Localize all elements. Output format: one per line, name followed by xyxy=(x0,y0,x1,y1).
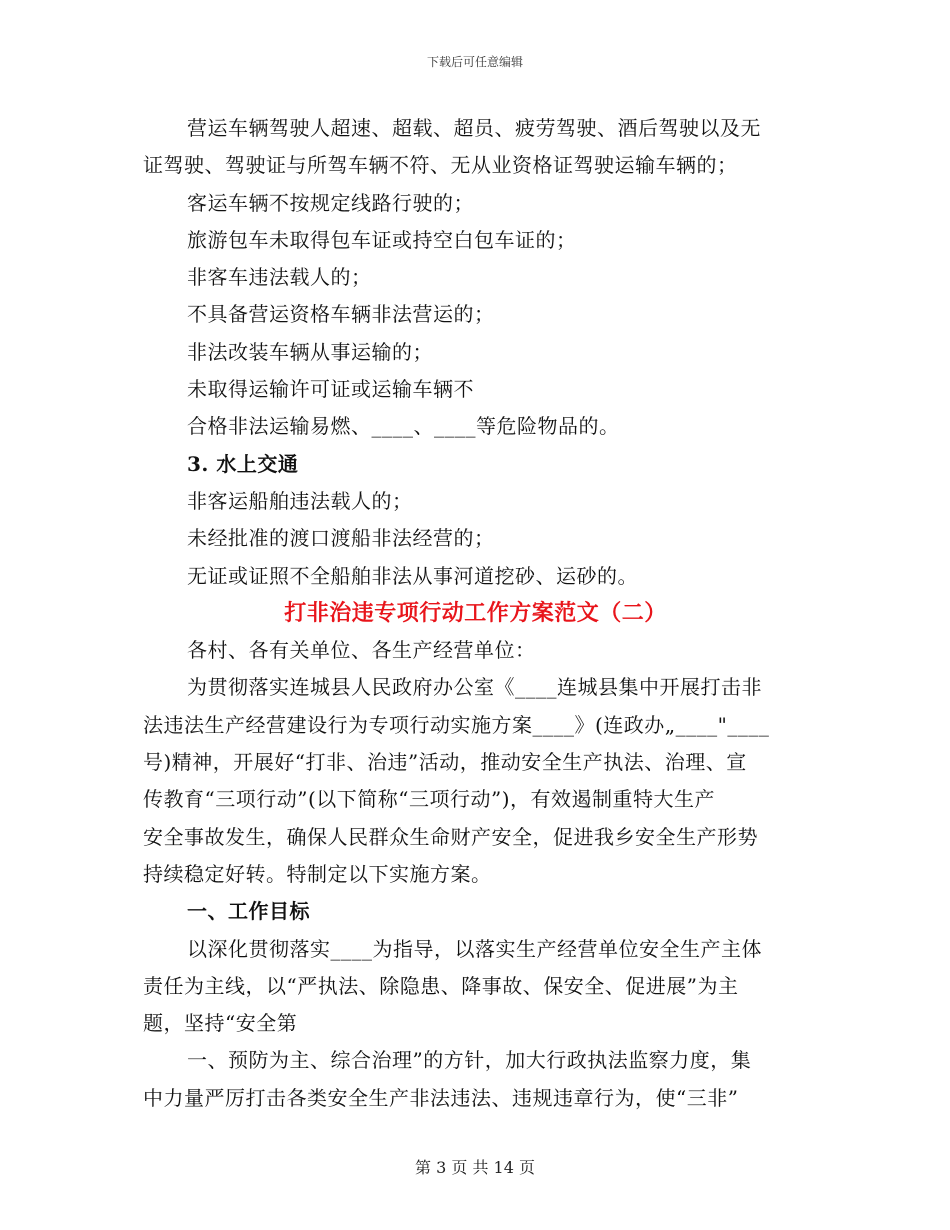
paragraph-line: 一、预防为主、综合治理”的方针，加大行政执法监察力度，集 xyxy=(187,1048,752,1073)
paragraph-line: 非客运船舶违法载人的； xyxy=(187,488,413,513)
paragraph-line: 不具备营运资格车辆非法营运的； xyxy=(187,302,495,327)
paragraph-line: 客运车辆不按规定线路行驶的； xyxy=(187,190,474,215)
paragraph-line: 安全事故发生，确保人民群众生命财产安全，促进我乡安全生产形势 xyxy=(143,824,758,849)
paragraph-line: 非法改装车辆从事运输的； xyxy=(187,339,433,364)
paragraph-line: 法违法生产经营建设行为专项行动实施方案____》(连政办„____"____ xyxy=(143,712,770,737)
paragraph-line: 各村、各有关单位、各生产经营单位： xyxy=(187,638,536,663)
paragraph-line: 以深化贯彻落实____为指导，以落实生产经营单位安全生产主体 xyxy=(187,936,762,961)
paragraph-line: 题，坚持“安全第 xyxy=(143,1011,298,1036)
page-number: 第 3 页 共 14 页 xyxy=(415,1158,535,1177)
section-heading: 3. 水上交通 xyxy=(187,451,299,476)
document-title: 打非治违专项行动工作方案范文（二） xyxy=(284,599,667,626)
paragraph-line: 号)精神，开展好“打非、治违”活动，推动安全生产执法、治理、宣 xyxy=(143,750,747,775)
document-body xyxy=(143,110,808,1117)
paragraph-line: 合格非法运输易燃、____、____等危险物品的。 xyxy=(187,414,620,439)
paragraph-line: 非客车违法载人的； xyxy=(187,265,372,290)
paragraph-line: 未取得运输许可证或运输车辆不 xyxy=(187,377,474,402)
paragraph-line: 未经批准的渡口渡船非法经营的； xyxy=(187,526,495,551)
paragraph-line: 持续稳定好转。特制定以下实施方案。 xyxy=(143,861,492,886)
section-heading: 一、工作目标 xyxy=(187,899,310,924)
paragraph-line: 旅游包车未取得包车证或持空白包车证的； xyxy=(187,227,577,252)
paragraph-line: 无证或证照不全船舶非法从事河道挖砂、运砂的。 xyxy=(187,563,638,588)
paragraph-line: 责任为主线，以“严执法、除隐患、降事故、保安全、促进展”为主 xyxy=(143,973,739,998)
paragraph-line: 中力量严厉打击各类安全生产非法违法、违规违章行为，使“三非” xyxy=(143,1085,739,1110)
paragraph-line: 证驾驶、驾驶证与所驾车辆不符、无从业资格证驾驶运输车辆的； xyxy=(143,153,738,178)
paragraph-line: 营运车辆驾驶人超速、超载、超员、疲劳驾驶、酒后驾驶以及无 xyxy=(187,116,761,140)
page-header: 下载后可任意编辑 xyxy=(426,55,523,69)
paragraph-line: 为贯彻落实连城县人民政府办公室《____连城县集中开展打击非 xyxy=(187,675,762,700)
paragraph-line: 传教育“三项行动”(以下简称“三项行动”)，有效遏制重特大生产 xyxy=(143,787,716,812)
